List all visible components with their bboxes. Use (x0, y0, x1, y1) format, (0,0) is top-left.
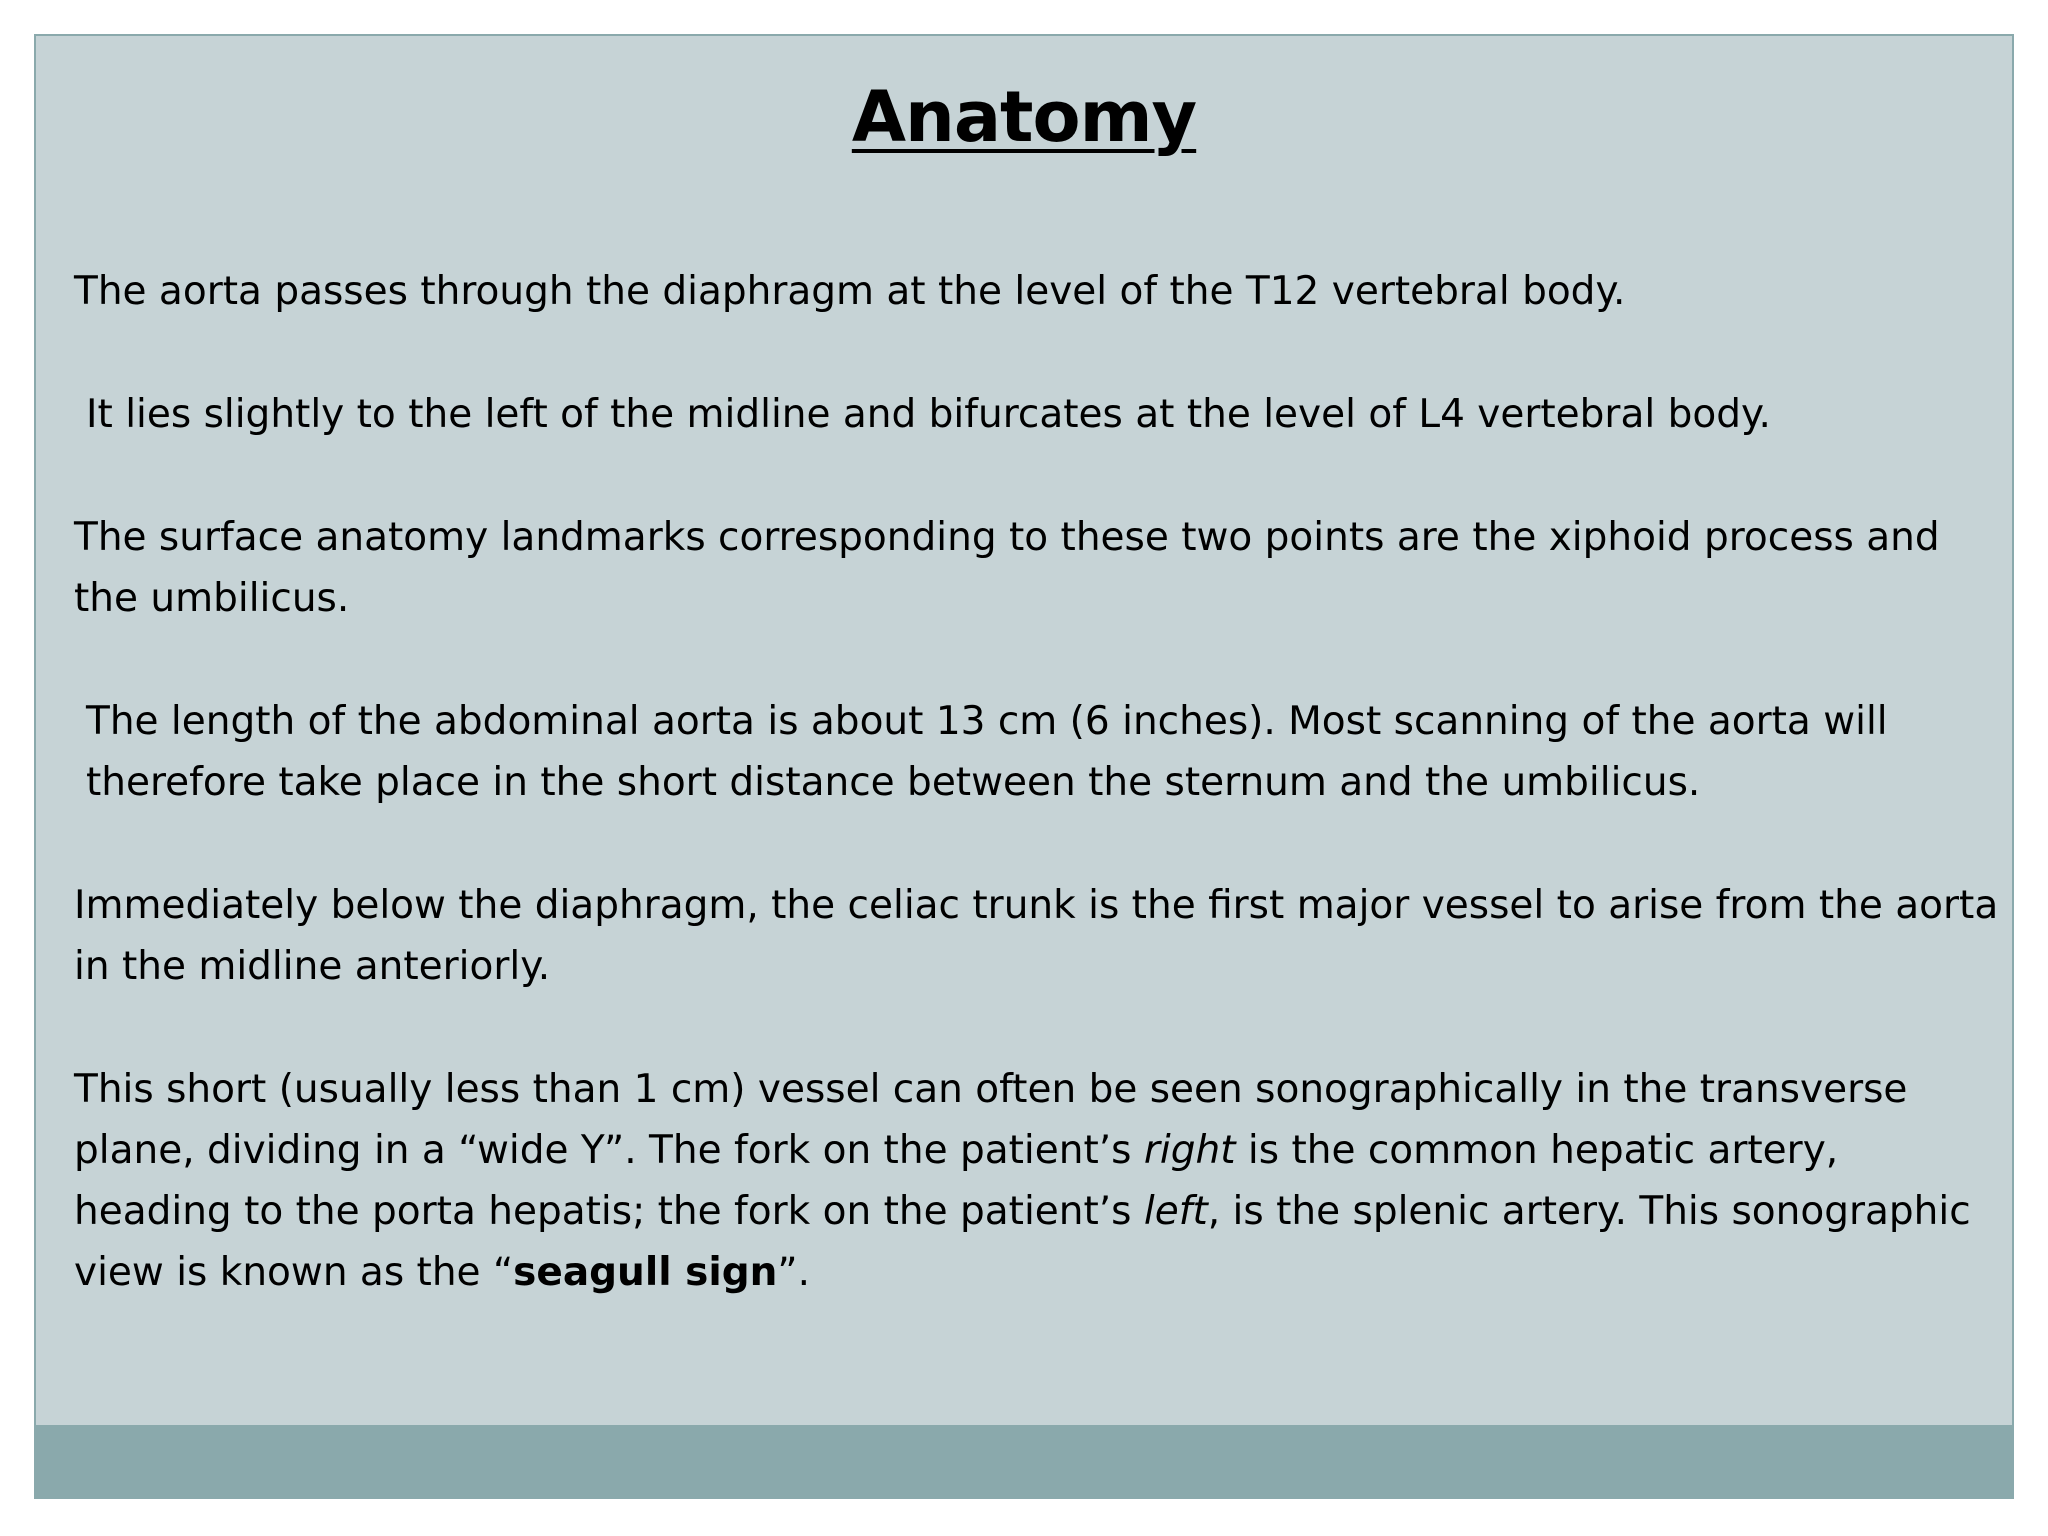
seagull-text-4: ”. (777, 1250, 811, 1295)
seagull-text-3: , is the splenic artery. This sonographic view is known as the “ (74, 1189, 1971, 1295)
footer-accent-bar (36, 1425, 2012, 1497)
paragraph-aorta-length: The length of the abdominal aorta is about 13 cm (6 inches). Most scanning of the aorta will therefore take place in the short distance between the sternum and the umbilicus. (86, 699, 1888, 805)
seagull-text-1: This short (usually less than 1 cm) vessel can often be seen sonographically in the transverse plane, dividing in a “wide Y”. The fork on the patient’s (74, 1067, 1908, 1173)
slide-title-text: Anatomy (851, 76, 1197, 158)
paragraph-seagull-sign (74, 1059, 2004, 1303)
seagull-emphasis-right: right (1143, 1128, 1236, 1173)
seagull-emphasis-left: left (1143, 1189, 1208, 1234)
paragraph-aorta-diaphragm: The aorta passes through the diaphragm at the level of the T12 vertebral body. (74, 269, 1626, 314)
paragraph-celiac-trunk: Immediately below the diaphragm, the celiac trunk is the first major vessel to arise from the aorta in the midline anteriorly. (74, 883, 1999, 989)
seagull-text-2: is the common hepatic artery, heading to the porta hepatis; the fork on the patient’s (74, 1128, 1839, 1234)
paragraph-surface-landmarks: The surface anatomy landmarks corresponding to these two points are the xiphoid process and the umbilicus. (74, 515, 1940, 621)
slide-body (74, 261, 2004, 1365)
seagull-sign-term: seagull sign (513, 1250, 778, 1295)
slide (34, 34, 2014, 1499)
slide-title (36, 76, 2012, 158)
paragraph-aorta-bifurcation: It lies slightly to the left of the midline and bifurcates at the level of L4 vertebral body. (86, 392, 1771, 437)
